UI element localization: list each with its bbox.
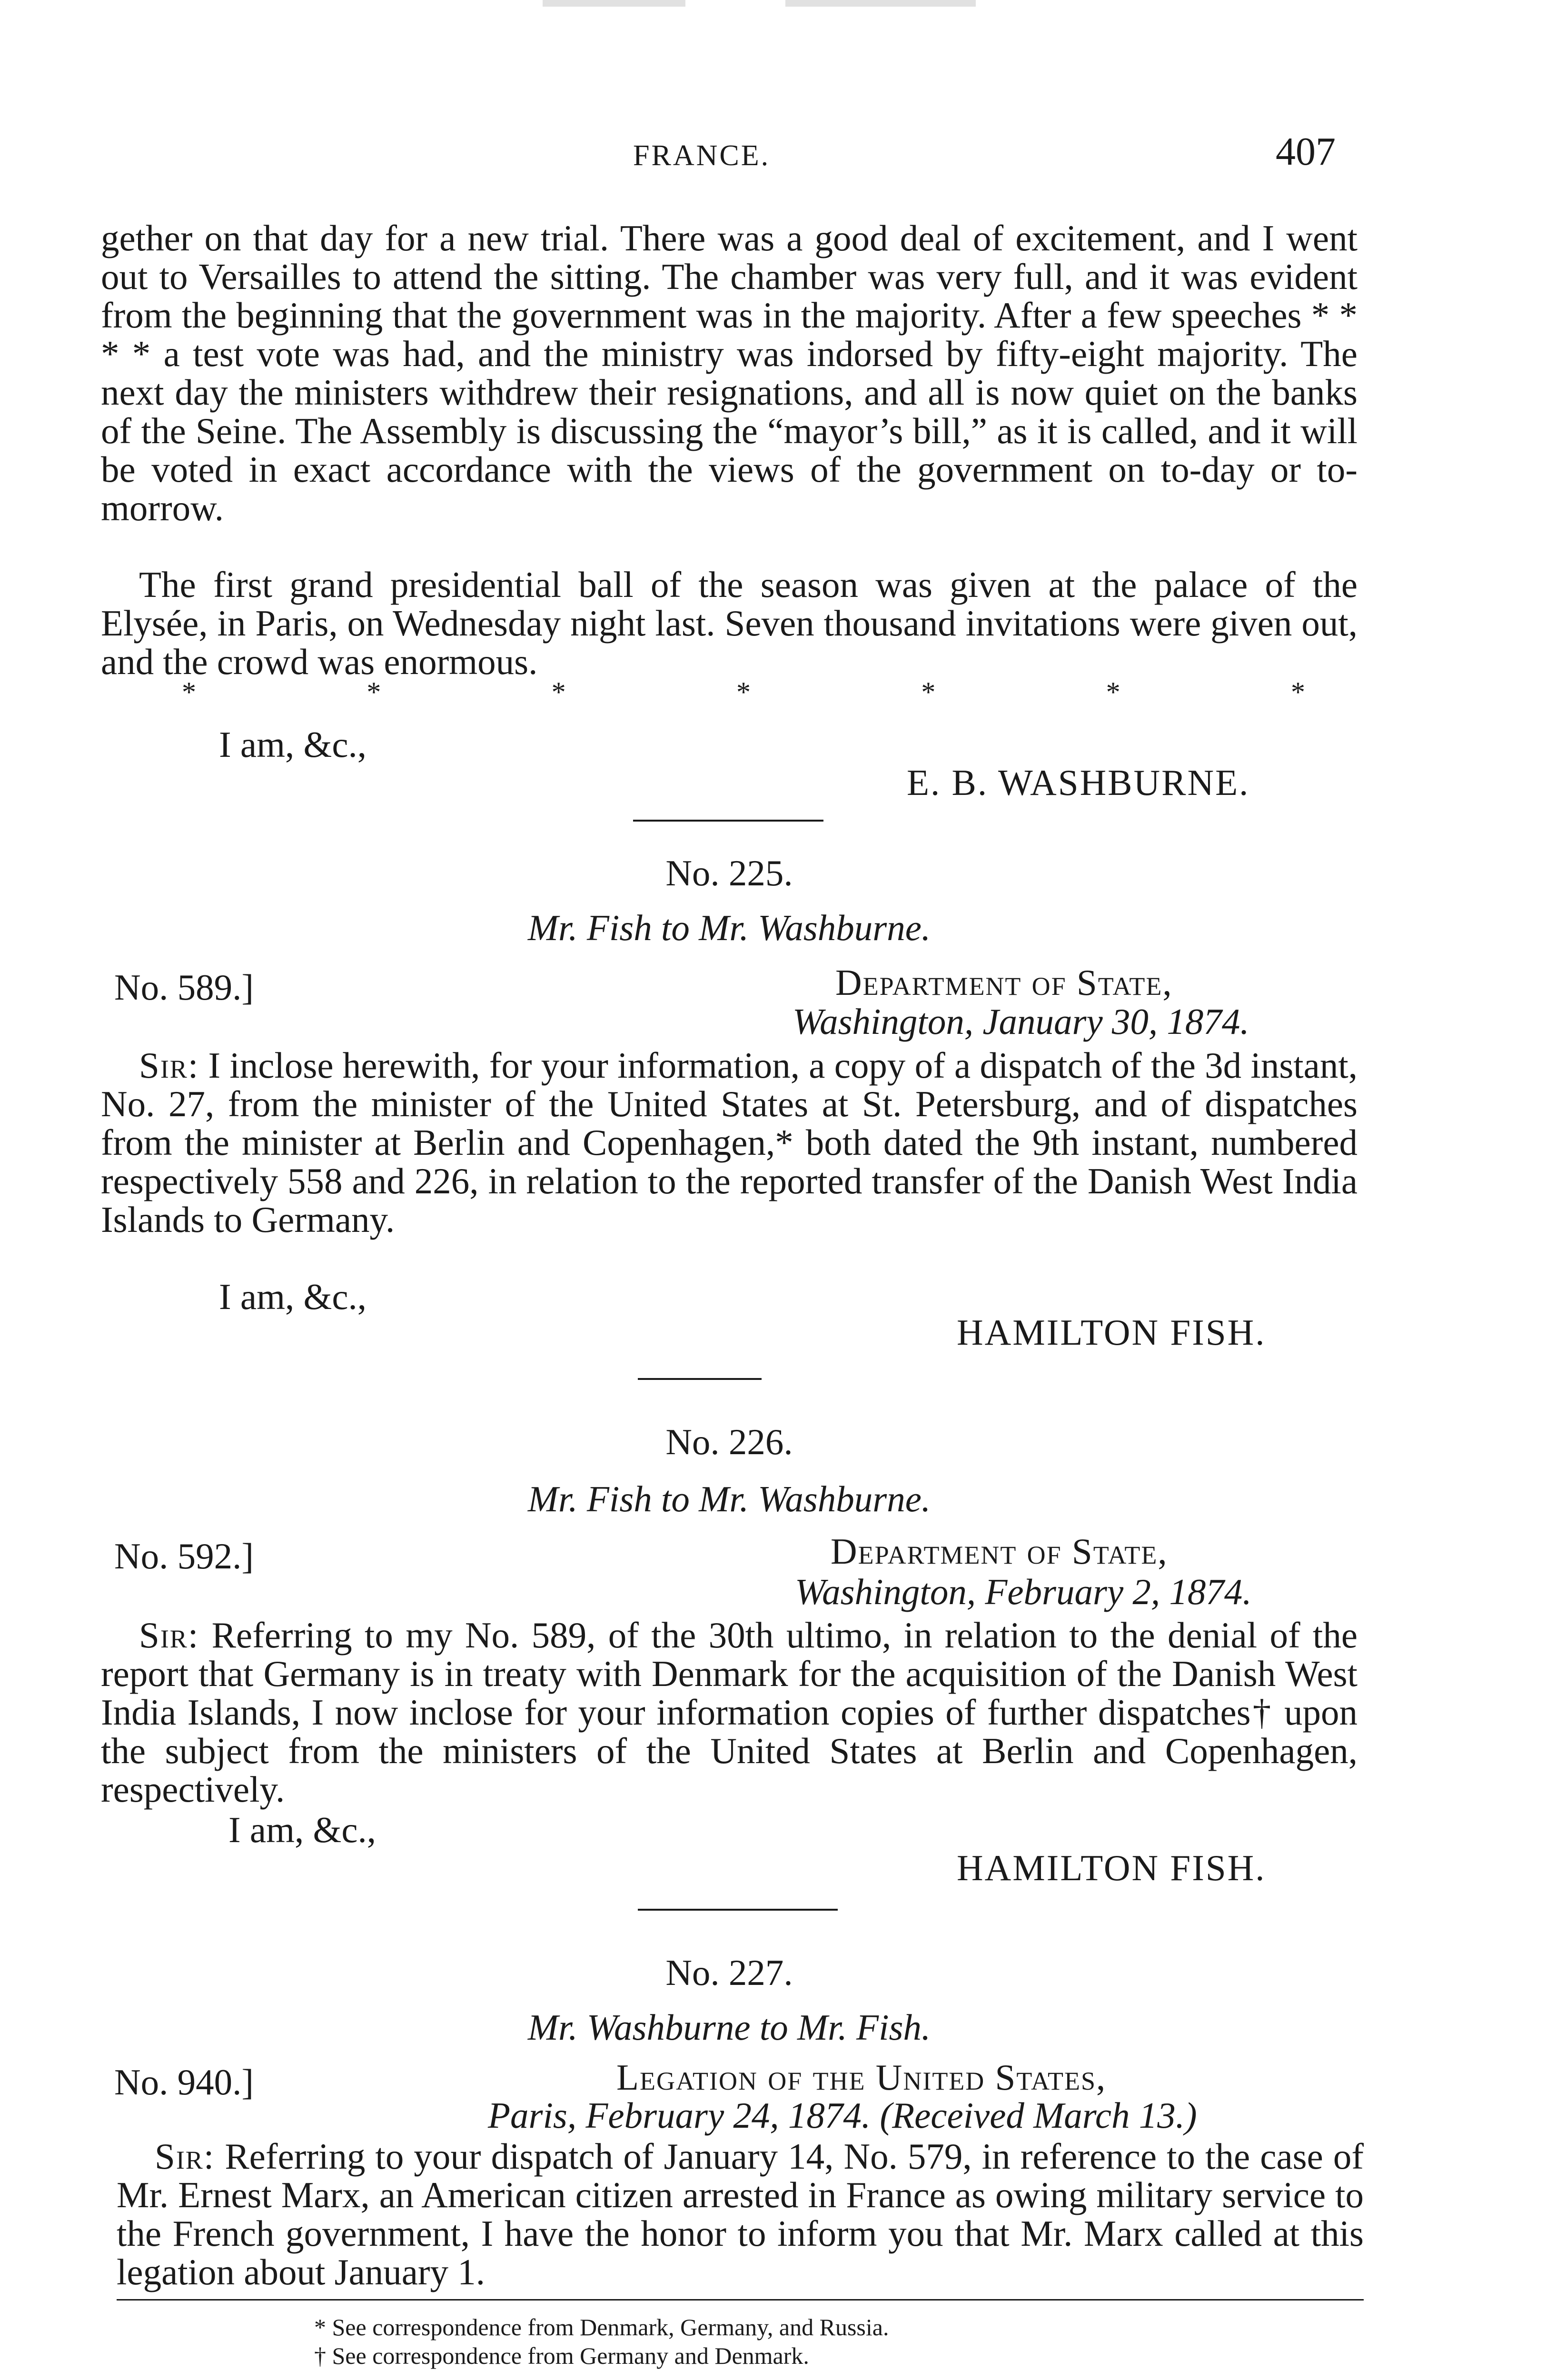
letter-heading: Mr. Fish to Mr. Washburne. <box>527 1478 931 1519</box>
salutation: Sir: <box>139 1045 199 1086</box>
star: * <box>182 676 196 708</box>
letter-body <box>101 1046 1358 1239</box>
continuation-paragraph: The first grand presidential ball of the season was given at the palace of the Elysée, in Paris, on Wednesday night last. Seven thousand invitations were given out, and the crowd was enormous. <box>101 564 1358 682</box>
star: * <box>367 676 381 708</box>
closing: I am, &c., <box>219 1276 367 1317</box>
scan-artifact <box>785 0 976 7</box>
letter-body-text: I inclose herewith, for your information, a copy of a dispatch of the 3d instant, No. 27, from the minister of the United States at St. Petersburg, and of dispatches from the minister at Berlin and Copenhagen,* both dated the 9th instant, numbered respectively 558 and 226, in relation to the reported transfer of the Danish West India Islands to Germany. <box>101 1045 1358 1240</box>
star: * <box>551 676 566 708</box>
letter-place: Department of State, <box>831 1531 1168 1572</box>
letter-heading: Mr. Fish to Mr. Washburne. <box>527 907 931 948</box>
section-rule <box>638 1378 762 1380</box>
letter-number: No. 225. <box>665 853 793 893</box>
signature: HAMILTON FISH. <box>957 1847 1266 1888</box>
ellipsis-stars <box>101 676 1358 709</box>
signature: HAMILTON FISH. <box>957 1312 1266 1353</box>
footnote: † See correspondence from Germany and Denmark. <box>314 2342 809 2369</box>
letter-number: No. 227. <box>665 1952 793 1993</box>
letter-place: Legation of the United States, <box>616 2057 1107 2098</box>
star: * <box>736 676 751 708</box>
page-number: 407 <box>1276 129 1336 174</box>
letter-body-text: Referring to my No. 589, of the 30th ultimo, in relation to the denial of the report that Germany is in treaty with Denmark for the acquisition of the Danish West India Islands, I now inclose for your information copies of further dispatches† upon the subject from the ministers of the United States at Berlin and Copenhagen, respectively. <box>101 1615 1358 1810</box>
closing: I am, &c., <box>228 1809 377 1850</box>
letter-place: Department of State, <box>835 962 1173 1003</box>
letter-dateline: Paris, February 24, 1874. (Received March 13.) <box>488 2095 1197 2136</box>
letter-body-text: Referring to your dispatch of January 14, No. 579, in reference to the case of Mr. Ernest Marx, an American citizen arrested in France as owing military service to the French government, I have the honor to inform you that Mr. Marx called at this legation about January 1. <box>117 2136 1364 2292</box>
star: * <box>1290 676 1305 708</box>
running-head: FRANCE. <box>633 139 771 172</box>
letter-body <box>117 2137 1364 2291</box>
footnote-rule <box>117 2299 1364 2301</box>
salutation: Sir: <box>139 1615 199 1656</box>
dispatch-number: No. 592.] <box>114 1536 254 1577</box>
footnote: * See correspondence from Denmark, Germany, and Russia. <box>314 2314 889 2340</box>
letter-body <box>101 1616 1358 1809</box>
letter-dateline: Washington, January 30, 1874. <box>793 1001 1249 1042</box>
closing: I am, &c., <box>219 724 367 765</box>
star: * <box>1106 676 1120 708</box>
section-rule <box>638 1909 838 1911</box>
dispatch-number: No. 589.] <box>114 967 254 1008</box>
scan-artifact <box>543 0 685 7</box>
salutation: Sir: <box>155 2136 215 2177</box>
section-rule <box>633 820 823 822</box>
continuation-paragraph: gether on that day for a new trial. There was a good deal of excitement, and I went out to Versailles to attend the sitting. The chamber was very full, and it was evident from the beginning that the government was in the majority. After a few speeches * * * * a test vote was had, and the ministry was indorsed by fifty-eight majority. The next day the ministers withdrew their resignations, and all is now quiet on the banks of the Seine. The Assembly is discussing the “mayor’s bill,” as it is called, and it will be voted in exact accordance with the views of the government on to-day or to-morrow. <box>101 218 1358 528</box>
letter-heading: Mr. Washburne to Mr. Fish. <box>527 2007 931 2048</box>
dispatch-number: No. 940.] <box>114 2062 254 2102</box>
star: * <box>921 676 936 708</box>
letter-number: No. 226. <box>665 1421 793 1462</box>
signature: E. B. WASHBURNE. <box>907 762 1250 803</box>
letter-dateline: Washington, February 2, 1874. <box>795 1571 1252 1612</box>
